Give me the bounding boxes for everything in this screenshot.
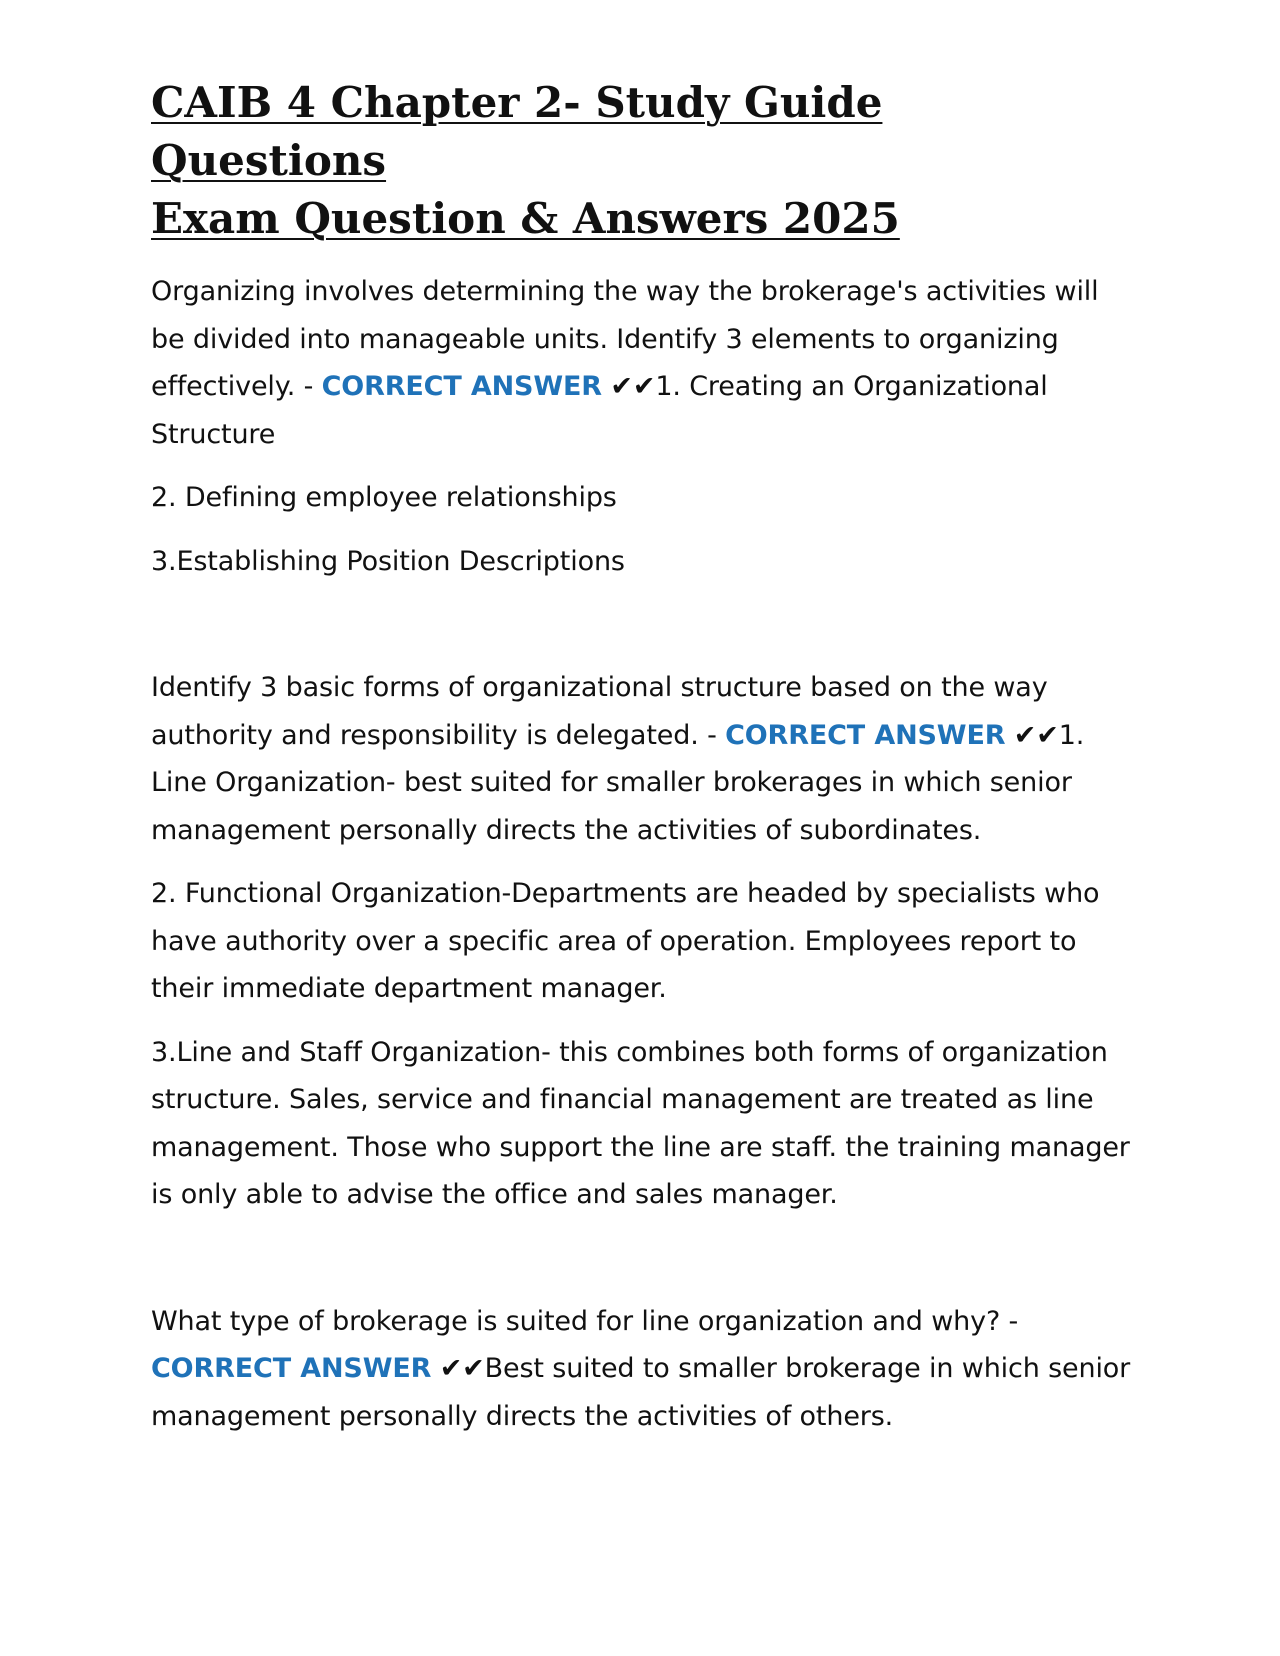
qa-3-question-paragraph [151,1298,1131,1441]
answer-text: 1. Creating an Organizational Structure [151,371,1048,450]
title-line-2: Exam Question & Answers 2025 [151,194,900,243]
question-text: Identify 3 basic forms of organizational structure based on the way authority and responsibility is delegated. - [151,672,1048,751]
section-gap [151,1235,1131,1298]
double-check-icon: ✔✔ [1005,719,1059,751]
question-text: What type of brokerage is suited for line organization and why? - [151,1305,1019,1337]
correct-answer-label: CORRECT ANSWER [725,719,1006,751]
question-text: Organizing involves determining the way the brokerage's activities will be divided into manageable units. Identify 3 elements to organizing effectively. - [151,276,1099,402]
correct-answer-label: CORRECT ANSWER [321,371,602,402]
answer-item: 2. Functional Organization-Departments are headed by specialists who have authority over a specific area of operation. Employees report to their immediate department manager. [151,878,1100,1004]
document-title [151,74,1131,248]
answer-item: 3.Line and Staff Organization- this combines both forms of organization structure. Sales, service and financial management are treated as line management. Those who support the line are staff. the training manager is only able to advise the office and sales manager. [151,1036,1130,1210]
answer-text: Best suited to smaller brokerage in which senior management personally directs the activities of others. [151,1353,1131,1432]
section-gap [151,601,1131,664]
qa-2-question-paragraph [151,664,1131,854]
qa-1-question-paragraph [151,268,1131,458]
correct-answer-label: CORRECT ANSWER [151,1353,432,1384]
answer-item: 2. Defining employee relationships [151,482,617,513]
double-check-icon: ✔✔ [601,371,656,402]
document-page [151,74,1131,1456]
answer-item: 3.Establishing Position Descriptions [151,545,625,577]
double-check-icon: ✔✔ [431,1353,485,1384]
answer-text: 1. Line Organization- best suited for smaller brokerages in which senior management personally directs the activities of subordinates. [151,719,1085,846]
title-line-1: CAIB 4 Chapter 2- Study Guide Questions [151,78,883,185]
